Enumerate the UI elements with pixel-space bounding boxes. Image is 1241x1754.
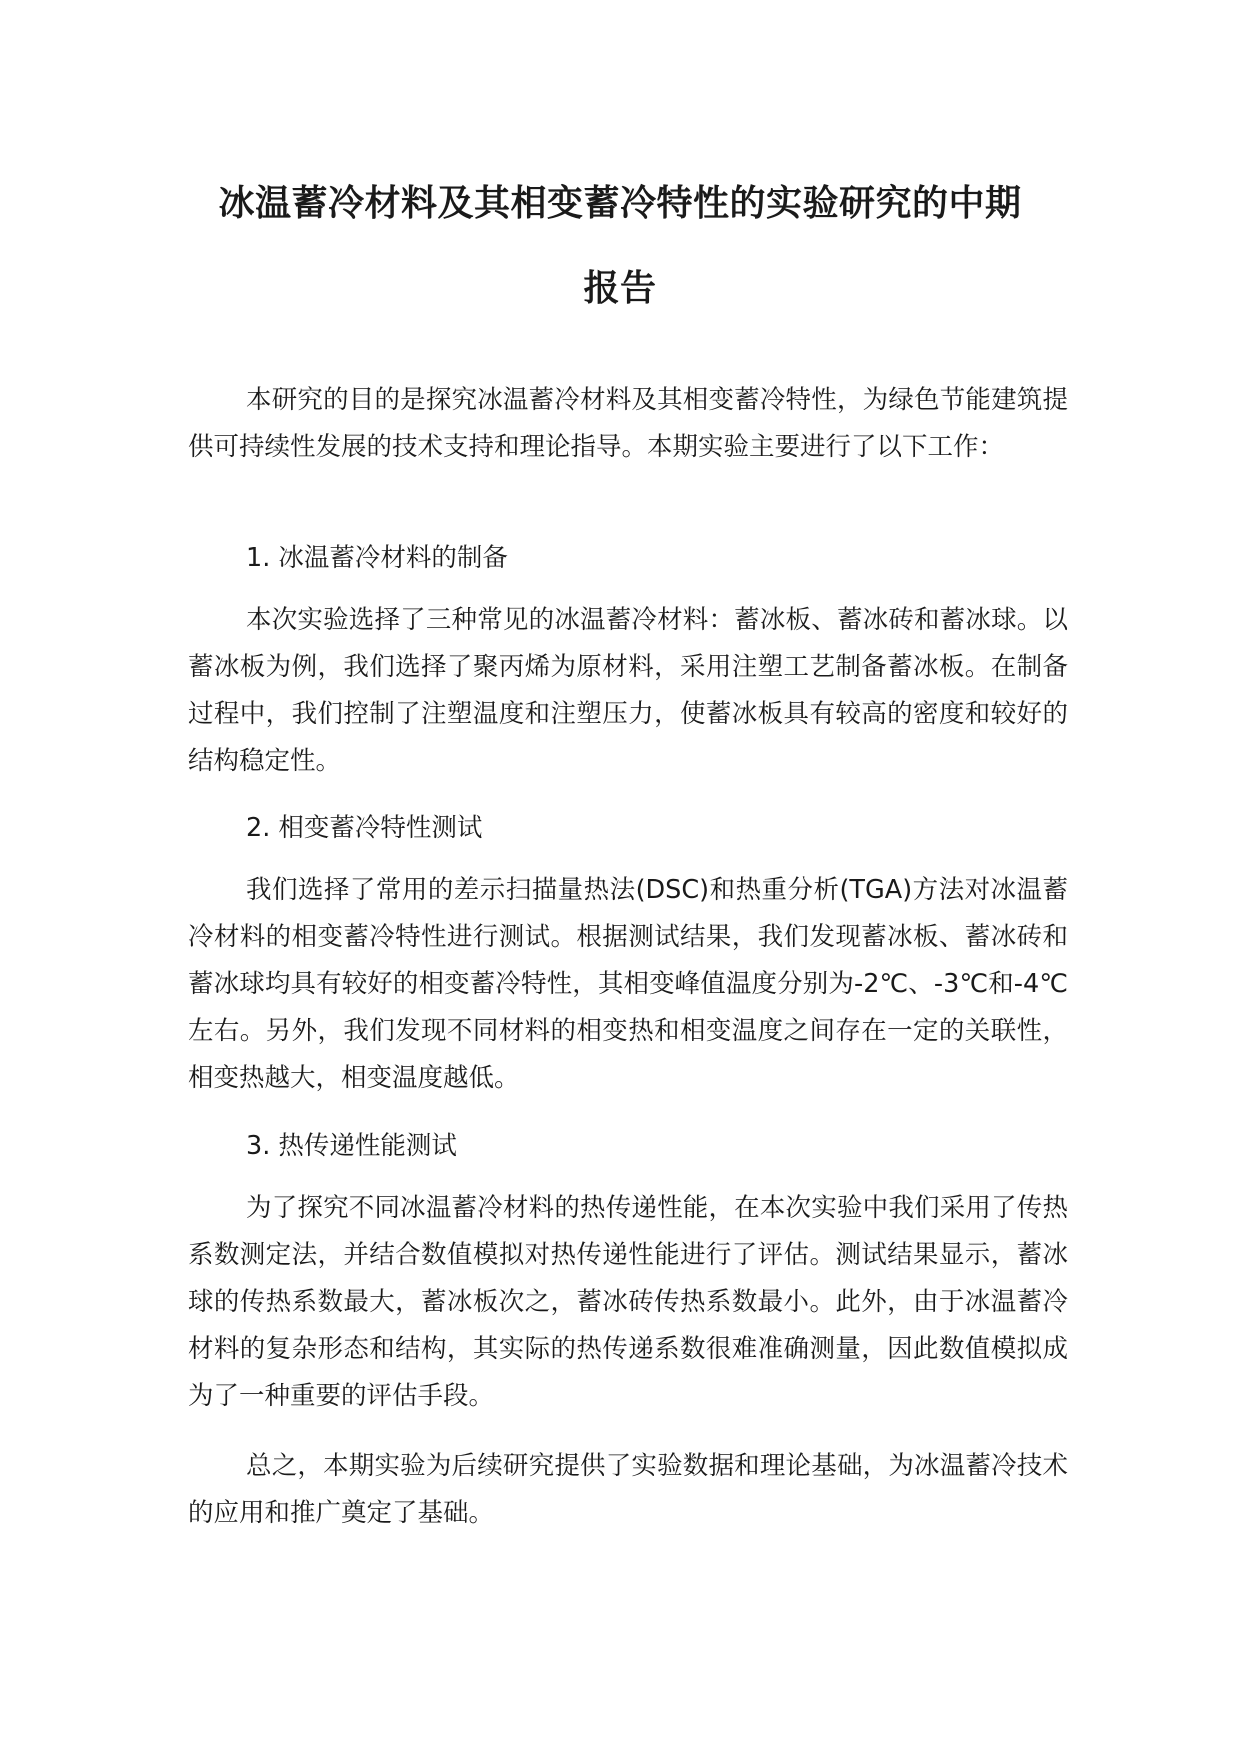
conclusion-paragraph: 总之，本期实验为后续研究提供了实验数据和理论基础，为冰温蓄冷技术的应用和推广奠定了基础。 (188, 1451, 1068, 1528)
section-heading-3: 3. 热传递性能测试 (246, 1131, 457, 1161)
section-body-1: 本次实验选择了三种常见的冰温蓄冷材料：蓄冰板、蓄冰砖和蓄冰球。以蓄冰板为例，我们选择了聚丙烯为原材料，采用注塑工艺制备蓄冰板。在制备过程中，我们控制了注塑温度和注塑压力，使蓄冰板具有较高的密度和较好的结构稳定性。 (188, 605, 1068, 776)
intro-paragraph: 本研究的目的是探究冰温蓄冷材料及其相变蓄冷特性，为绿色节能建筑提供可持续性发展的技术支持和理论指导。本期实验主要进行了以下工作： (188, 385, 1068, 462)
section-heading-2: 2. 相变蓄冷特性测试 (246, 813, 483, 843)
document-title-line-1: 冰温蓄冷材料及其相变蓄冷特性的实验研究的中期 (218, 183, 1022, 224)
section-body-3: 为了探究不同冰温蓄冷材料的热传递性能，在本次实验中我们采用了传热系数测定法，并结合数值模拟对热传递性能进行了评估。测试结果显示，蓄冰球的传热系数最大，蓄冰板次之，蓄冰砖传热系数最小。此外，由于冰温蓄冷材料的复杂形态和结构，其实际的热传递系数很难准确测量，因此数值模拟成为了一种重要的评估手段。 (188, 1193, 1068, 1411)
document-title-line-2: 报告 (583, 268, 657, 309)
section-body-2: 我们选择了常用的差示扫描量热法(DSC)和热重分析(TGA)方法对冰温蓄冷材料的相变蓄冷特性进行测试。根据测试结果，我们发现蓄冰板、蓄冰砖和蓄冰球均具有较好的相变蓄冷特性，其相变峰值温度分别为-2℃、-3℃和-4℃左右。另外，我们发现不同材料的相变热和相变温度之间存在一定的关联性，相变热越大，相变温度越低。 (188, 875, 1068, 1093)
section-heading-1: 1. 冰温蓄冷材料的制备 (246, 543, 508, 573)
